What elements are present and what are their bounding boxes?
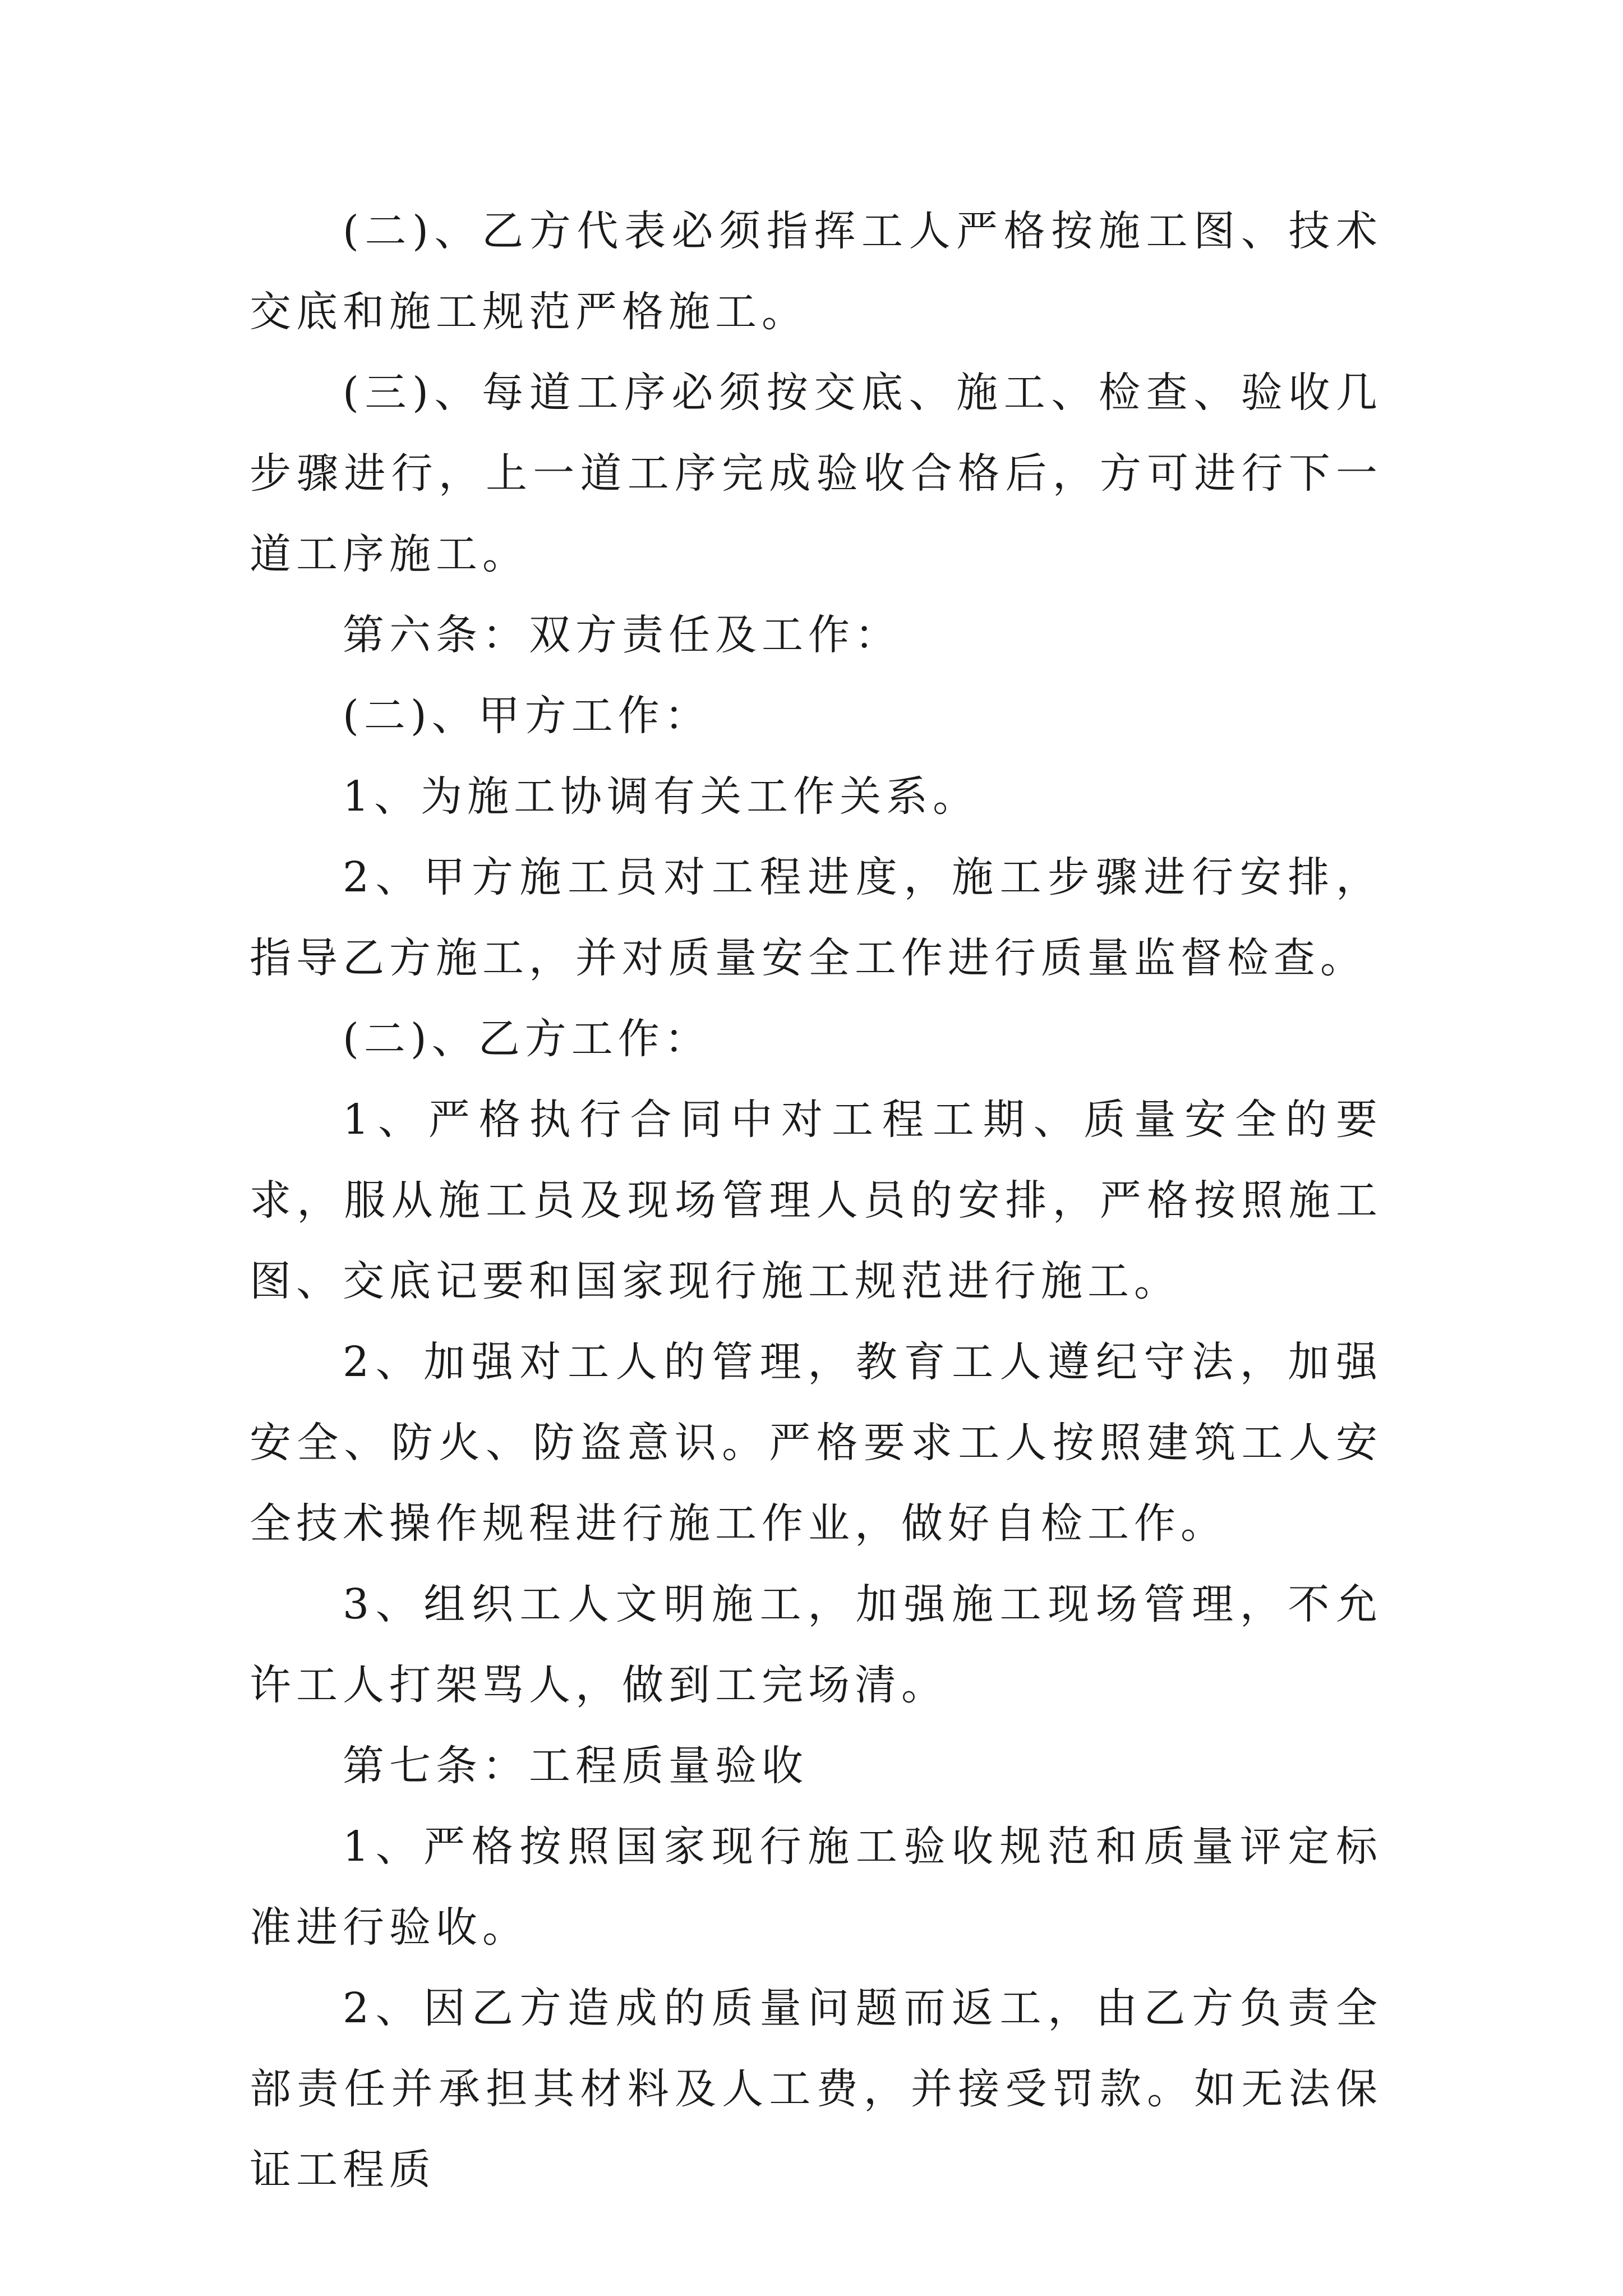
paragraph-article-6-heading: 第六条：双方责任及工作：: [343, 611, 901, 659]
paragraph-party-a-heading: (二)、甲方工作：: [343, 692, 711, 740]
contract-body: [250, 191, 1382, 2210]
paragraph-article-7-item-1: 1、严格按照国家现行施工验收规范和质量评定标准进行验收。: [250, 1823, 1382, 1952]
paragraph-party-a-item-1: 1、为施工协调有关工作关系。: [343, 772, 980, 821]
paragraph-clause-3: (三)、每道工序必须按交底、施工、检查、验收几步骤进行，上一道工序完成验收合格后，方可进行下一道工序施工。: [250, 369, 1382, 578]
paragraph-party-a-item-2: 2、甲方施工员对工程进度，施工步骤进行安排，指导乙方施工，并对质量安全工作进行质量监督检查。: [250, 853, 1382, 982]
paragraph-party-b-item-2: 2、加强对工人的管理，教育工人遵纪守法，加强安全、防火、防盗意识。严格要求工人按照建筑工人安全技术操作规程进行施工作业，做好自检工作。: [250, 1338, 1382, 1548]
paragraph-party-b-item-3: 3、组织工人文明施工，加强施工现场管理，不允许工人打架骂人，做到工完场清。: [250, 1580, 1382, 1709]
paragraph-party-b-item-1: 1、严格执行合同中对工程工期、质量安全的要求，服从施工员及现场管理人员的安排，严格按照施工图、交底记要和国家现行施工规范进行施工。: [250, 1096, 1382, 1305]
paragraph-article-7-item-2: 2、因乙方造成的质量问题而返工，由乙方负责全部责任并承担其材料及人工费，并接受罚款。如无法保证工程质: [250, 1984, 1382, 2194]
paragraph-party-b-heading: (二)、乙方工作：: [343, 1015, 711, 1063]
paragraph-clause-2: (二)、乙方代表必须指挥工人严格按施工图、技术交底和施工规范严格施工。: [250, 207, 1382, 336]
paragraph-article-7-heading: 第七条：工程质量验收: [343, 1742, 808, 1790]
